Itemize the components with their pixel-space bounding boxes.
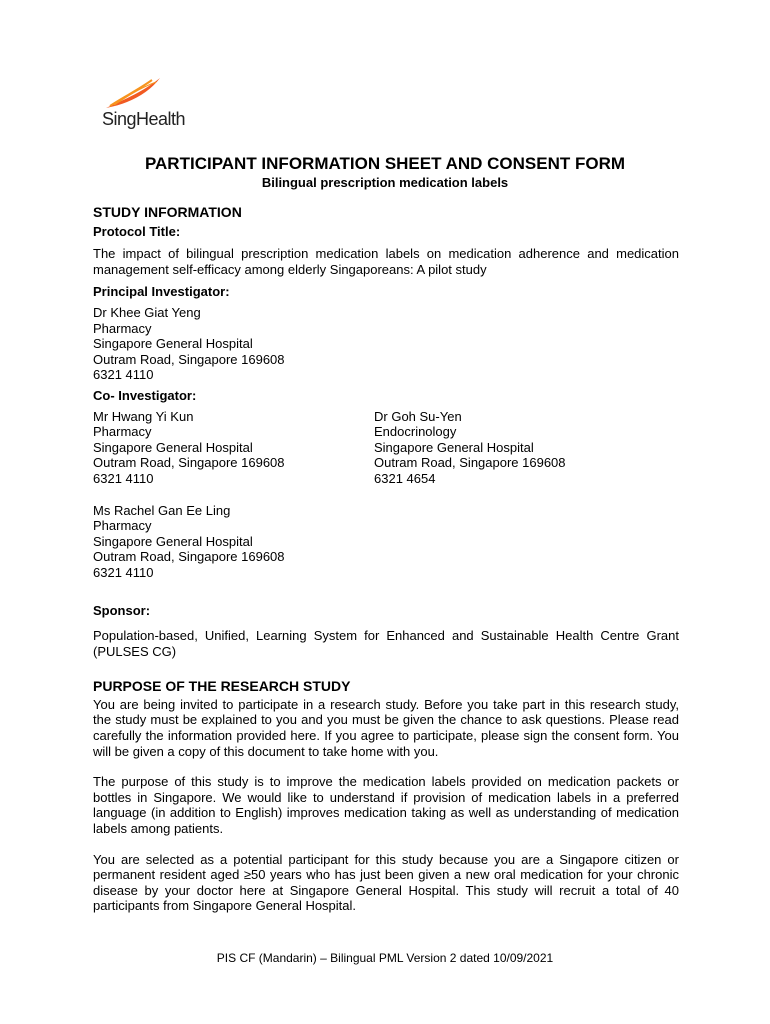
coi-right-department: Endocrinology [374, 424, 457, 440]
coi-third-department: Pharmacy [93, 518, 152, 534]
coi-right-hospital: Singapore General Hospital [374, 439, 534, 455]
protocol-title-label: Protocol Title: [93, 223, 181, 239]
co-investigator-left [93, 409, 374, 487]
pi-address: Outram Road, Singapore 169608 [93, 351, 285, 367]
principal-investigator-label: Principal Investigator: [93, 284, 230, 300]
coi-left-department: Pharmacy [93, 424, 152, 440]
coi-third-name: Ms Rachel Gan Ee Ling [93, 502, 231, 518]
coi-third-address: Outram Road, Singapore 169608 [93, 549, 285, 565]
pi-hospital: Singapore General Hospital [93, 336, 253, 352]
co-investigator-columns [93, 409, 679, 487]
coi-left-address: Outram Road, Singapore 169608 [93, 455, 285, 471]
protocol-title: The impact of bilingual prescription medication labels on medication adherence and medication management self-efficacy among elderly Singaporeans: A pilot study [93, 246, 679, 277]
purpose-paragraph-1: You are being invited to participate in a research study. Before you take part in this research study, the study must be explained to you and you must be given the chance to ask questions. Please read carefully the information provided here. If you agree to participate, please sign the consent form. You will be given a copy of this document to take home with you. [93, 696, 679, 759]
purpose-paragraph-2: The purpose of this study is to improve the medication labels provided on medication packets or bottles in Singapore. We would like to understand if provision of medication labels in a preferred language (in addition to English) improves medication taking as well as understanding of medication labels among patients. [93, 774, 679, 836]
sponsor-text: Population-based, Unified, Learning System for Enhanced and Sustainable Health Centre Grant (PULSES CG) [93, 628, 679, 659]
study-info-heading: STUDY INFORMATION [93, 204, 242, 220]
coi-third-phone: 6321 4110 [93, 564, 154, 580]
singhealth-logo [100, 76, 190, 132]
coi-left-phone: 6321 4110 [93, 470, 154, 486]
co-investigator-right [374, 409, 655, 487]
principal-investigator-block [93, 305, 679, 383]
pi-phone: 6321 4110 [93, 367, 154, 383]
document-title: PARTICIPANT INFORMATION SHEET AND CONSENT FORM [144, 154, 626, 173]
sponsor-label: Sponsor: [93, 603, 151, 619]
coi-right-name: Dr Goh Su-Yen [374, 408, 462, 424]
co-investigator-third [93, 503, 679, 581]
document-subtitle: Bilingual prescription medication labels [261, 175, 509, 190]
coi-left-name: Mr Hwang Yi Kun [93, 408, 194, 424]
coi-third-hospital: Singapore General Hospital [93, 533, 253, 549]
purpose-paragraph-3: You are selected as a potential participant for this study because you are a Singapore citizen or permanent resident aged ≥50 years who has just been given a new oral medication for your chronic disease by your doctor here at Singapore General Hospital. This study will recruit a total of 40 participants from Singapore General Hospital. [93, 851, 679, 914]
pi-department: Pharmacy [93, 320, 152, 336]
coi-right-address: Outram Road, Singapore 169608 [374, 455, 566, 471]
logo-swoosh-icon [100, 76, 164, 112]
page-footer: PIS CF (Mandarin) – Bilingual PML Version 2 dated 10/09/2021 [216, 951, 554, 965]
document-body [93, 205, 679, 914]
coi-left-hospital: Singapore General Hospital [93, 439, 253, 455]
purpose-heading: PURPOSE OF THE RESEARCH STUDY [93, 678, 351, 695]
co-investigator-label: Co- Investigator: [93, 387, 197, 403]
pi-name: Dr Khee Giat Yeng [93, 304, 201, 320]
logo-text: SingHealth [102, 109, 186, 129]
coi-right-phone: 6321 4654 [374, 470, 436, 486]
